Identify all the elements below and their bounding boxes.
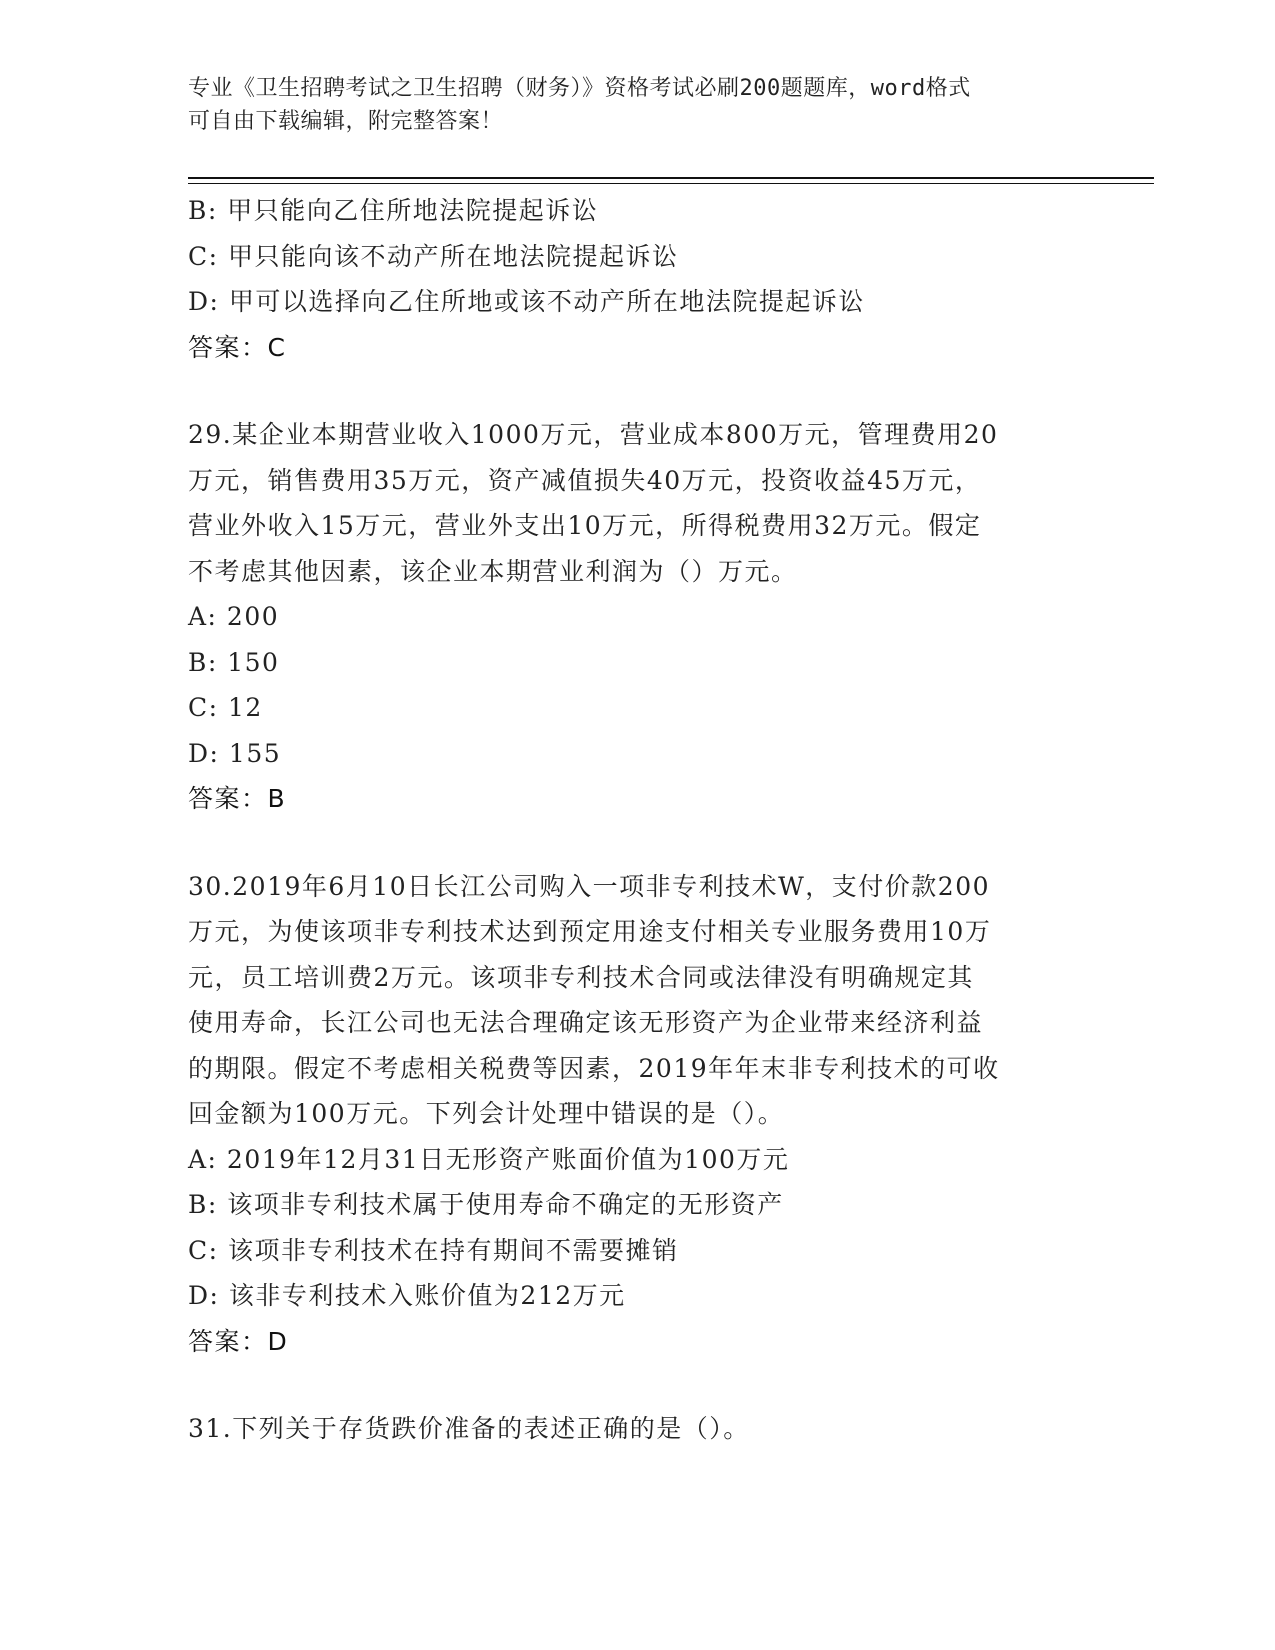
option-d: D: 155 [188,738,282,768]
question-31 [188,1406,1068,1452]
answer-line: 答案：B [188,784,287,813]
answer-line: 答案：C [188,332,287,362]
question-30 [188,864,1068,1365]
option-b: B: 该项非专利技术属于使用寿命不确定的无形资产 [188,1190,784,1219]
question-stem-line: 回金额为100万元。下列会计处理中错误的是（）。 [188,1099,785,1128]
header-line-1: 专业《卫生招聘考试之卫生招聘（财务）》资格考试必刷200题题库，word格式 [188,76,971,101]
question-stem-line: 30.2019年6月10日长江公司购入一项非专利技术W，支付价款200 [188,871,991,901]
question-28-tail [188,188,1068,370]
option-d: D: 该非专利技术入账价值为212万元 [188,1281,626,1310]
question-29 [188,412,1068,822]
option-c: C: 该项非专利技术在持有期间不需要摊销 [188,1235,679,1265]
question-stem-line: 31.下列关于存货跌价准备的表述正确的是（）。 [188,1414,750,1443]
spacer [188,1364,1068,1406]
option-a: A: 200 [188,602,280,631]
question-content [188,188,1068,1452]
question-stem-line: 的期限。假定不考虑相关税费等因素，2019年年末非专利技术的可收 [188,1053,1000,1083]
question-stem-line: 29.某企业本期营业收入1000万元，营业成本800万元，管理费用20 [188,420,999,449]
question-stem-line: 万元，为使该项非专利技术达到预定用途支付相关专业服务费用10万 [188,917,992,946]
option-b: B: 150 [188,647,280,677]
answer-line: 答案：D [188,1326,289,1356]
question-stem-line: 万元，销售费用35万元，资产减值损失40万元，投资收益45万元， [188,465,982,495]
header-divider-thick [188,177,1154,179]
spacer [188,822,1068,864]
question-stem-line: 元，员工培训费2万元。该项非专利技术合同或法律没有明确规定其 [188,962,974,992]
document-header [188,72,1068,138]
option-d: D: 甲可以选择向乙住所地或该不动产所在地法院提起诉讼 [188,287,865,316]
option-a: A: 2019年12月31日无形资产账面价值为100万元 [188,1144,790,1174]
option-b: B: 甲只能向乙住所地法院提起诉讼 [188,196,599,225]
option-c: C: 12 [188,693,263,722]
header-divider-thin [188,183,1154,184]
option-c: C: 甲只能向该不动产所在地法院提起诉讼 [188,241,679,271]
question-stem-line: 不考虑其他因素，该企业本期营业利润为（）万元。 [188,556,798,586]
header-line-2: 可自由下载编辑，附完整答案！ [188,109,504,134]
question-stem-line: 使用寿命，长江公司也无法合理确定该无形资产为企业带来经济利益 [188,1008,984,1037]
spacer [188,370,1068,412]
question-stem-line: 营业外收入15万元，营业外支出10万元，所得税费用32万元。假定 [188,511,982,540]
